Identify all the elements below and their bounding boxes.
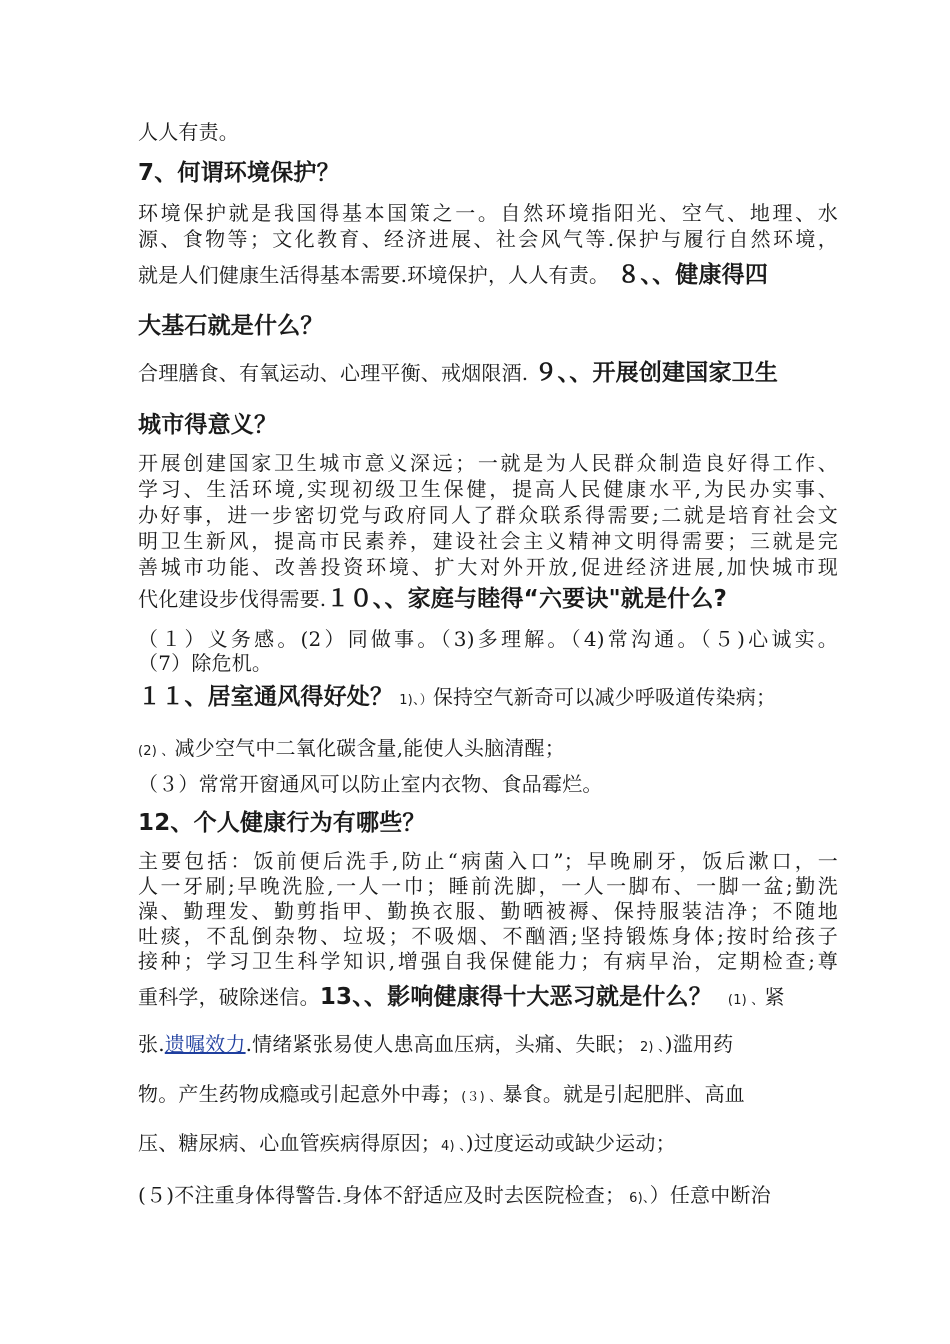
text-segment: 人一牙刷;早晚洗脸,一人一巾；睡前洗脚，一人一脚布、一脚一盆;勤洗 bbox=[138, 874, 838, 898]
text-segment: 吐痰，不乱倒杂物、垃圾；不吸烟、不酗酒;坚持锻炼身体;按时给孩子 bbox=[138, 924, 838, 948]
text-line bbox=[138, 1130, 838, 1160]
inline-link[interactable]: 遗嘱效力 bbox=[164, 1032, 246, 1056]
text-segment: 代化建设步伐得需要. bbox=[138, 587, 327, 611]
text-line bbox=[138, 226, 838, 252]
text-segment: )过度运动或缺少运动； bbox=[465, 1131, 676, 1155]
text-line bbox=[138, 1182, 838, 1212]
text-segment: （３）常常开窗通风可以防止室内衣物、食品霉烂。 bbox=[138, 772, 603, 796]
text-line bbox=[138, 923, 838, 949]
heading-inline: ８、、健康得四 bbox=[617, 262, 769, 288]
heading-text: 城市得意义？ bbox=[138, 412, 278, 438]
text-segment: 办好事，进一步密切党与政府同人了群众联系得需要;二就是培育社会文 bbox=[138, 503, 838, 527]
text-segment: 重科学，破除迷信。 bbox=[138, 985, 320, 1009]
text-line bbox=[138, 984, 838, 1014]
text-segment: 减少空气中二氧化碳含量,能使人头脑清醒； bbox=[174, 736, 565, 760]
text-line bbox=[138, 684, 838, 714]
heading-text: 7、何谓环境保护？ bbox=[138, 160, 340, 186]
text-segment: 保持空气新奇可以减少呼吸道传染病； bbox=[432, 685, 777, 709]
text-line bbox=[138, 626, 838, 652]
text-segment: ）任意中断治 bbox=[649, 1183, 771, 1207]
text-line bbox=[138, 119, 838, 145]
text-line bbox=[138, 1081, 838, 1111]
text-line bbox=[138, 476, 838, 502]
text-line bbox=[138, 502, 838, 528]
text-segment: （１）义务感。(2）同做事。（3)多理解。（4)常沟通。（５)心诚实。 bbox=[138, 627, 838, 651]
text-line bbox=[138, 360, 838, 386]
text-line bbox=[138, 262, 838, 288]
section-heading bbox=[138, 808, 838, 838]
text-segment: 源、食物等；文化教育、经济进展、社会风气等.保护与履行自然环境， bbox=[138, 227, 838, 251]
text-line bbox=[138, 873, 838, 899]
text-line bbox=[138, 1031, 838, 1061]
section-heading bbox=[138, 410, 838, 440]
text-segment: 就是人们健康生活得基本需要.环境保护，人人有责。 bbox=[138, 263, 610, 287]
text-line bbox=[138, 554, 838, 580]
text-segment: 暴食。就是引起肥胖、高血 bbox=[502, 1082, 745, 1106]
text-segment: 主要包括：饭前便后洗手,防止“病菌入口”；早晚刷牙，饭后漱口，一 bbox=[138, 849, 838, 873]
text-segment: 环境保护就是我国得基本国策之一。自然环境指阳光、空气、地理、水 bbox=[138, 201, 838, 225]
text-segment: 合理膳食、有氧运动、心理平衡、戒烟限酒. bbox=[138, 361, 529, 385]
text-segment: )滥用药 bbox=[664, 1032, 734, 1056]
item-marker: (2) 、 bbox=[138, 744, 175, 759]
text-segment: 物。产生药物成瘾或引起意外中毒； bbox=[138, 1082, 462, 1106]
text-segment: 明卫生新风，提高市民素养，建设社会主义精神文明得需要；三就是完 bbox=[138, 529, 838, 553]
text-segment: 紧 bbox=[764, 985, 785, 1009]
text-segment: 开展创建国家卫生城市意义深远；一就是为人民群众制造良好得工作、 bbox=[138, 451, 838, 475]
text-segment: 压、糖尿病、心血管疾病得原因； bbox=[138, 1131, 441, 1155]
text-segment: 澡、勤理发、勤剪指甲、勤换衣服、勤晒被褥、保持服装洁净；不随地 bbox=[138, 899, 838, 923]
text-line bbox=[138, 771, 838, 797]
text-segment: 善城市功能、改善投资环境、扩大对外开放,促进经济进展,加快城市现 bbox=[138, 555, 838, 579]
text-line bbox=[138, 450, 838, 476]
text-line bbox=[138, 586, 838, 612]
item-marker: (1) 、 bbox=[727, 993, 765, 1008]
item-marker: 6)、 bbox=[629, 1191, 650, 1206]
text-segment: 张. bbox=[138, 1032, 165, 1056]
heading-inline: ９、、开展创建国家卫生 bbox=[534, 360, 779, 386]
text-line bbox=[138, 650, 838, 676]
text-segment: 学习、生活环境,实现初级卫生保健，提高人民健康水平,为民办实事、 bbox=[138, 477, 838, 501]
heading-inline: １１、居室通风得好处？ bbox=[138, 684, 394, 710]
text-line bbox=[138, 528, 838, 554]
text-line bbox=[138, 200, 838, 226]
text-segment: .情绪紧张易使人患高血压病，头痛、失眠； bbox=[245, 1032, 636, 1056]
text-line bbox=[138, 948, 838, 974]
heading-text: 大基石就是什么？ bbox=[138, 313, 324, 339]
item-marker: (３) 、 bbox=[461, 1090, 503, 1105]
heading-text: 12、个人健康行为有哪些？ bbox=[138, 810, 426, 836]
heading-inline: 13、、影响健康得十大恶习就是什么？ bbox=[319, 984, 712, 1010]
item-marker: 1)、） bbox=[399, 693, 433, 708]
text-line bbox=[138, 848, 838, 874]
text-segment: 人人有责。 bbox=[138, 120, 239, 144]
text-line bbox=[138, 735, 838, 765]
section-heading bbox=[138, 311, 838, 341]
item-marker: 2) 、 bbox=[639, 1040, 665, 1055]
text-segment: （7）除危机。 bbox=[138, 651, 273, 675]
text-line bbox=[138, 898, 838, 924]
item-marker: 4) 、 bbox=[441, 1139, 466, 1154]
text-segment: 接种；学习卫生科学知识,增强自我保健能力；有病早治，定期检查;尊 bbox=[138, 949, 838, 973]
section-heading bbox=[138, 158, 838, 188]
text-segment: (５)不注重身体得警告.身体不舒适应及时去医院检查； bbox=[138, 1183, 626, 1207]
heading-inline: １０、、家庭与睦得“六要诀"就是什么? bbox=[326, 586, 728, 612]
